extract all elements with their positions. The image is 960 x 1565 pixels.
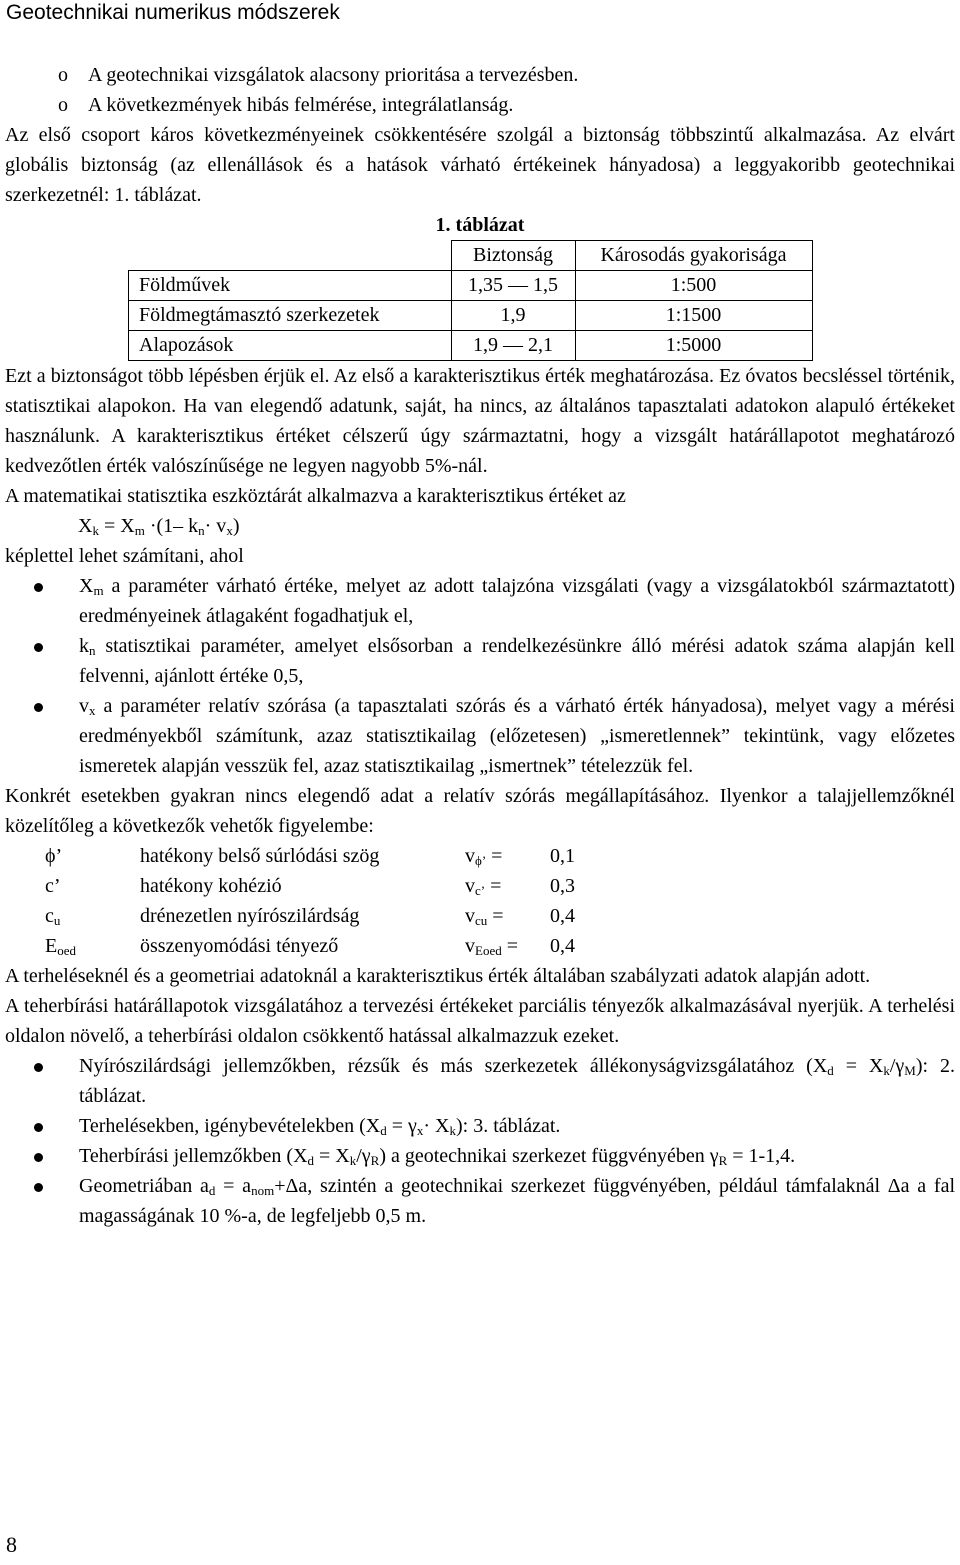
table-caption: 1. táblázat bbox=[435, 214, 525, 236]
paragraph: A terheléseknél és a geometriai adatoknál a karakterisztikus érték általában szabályzati adatok alapján adott. bbox=[5, 965, 871, 987]
list-item: Nyírószilárdsági jellemzőkben, rézsűk és más szerkezetek állékonyságvizsgálatához $(X_d = X_k/\gamma_M)$: 2. táblázat. bbox=[79, 1051, 955, 1111]
table-cell: Földművek bbox=[129, 271, 452, 301]
table-cell: $v_{Eoed}$ = bbox=[465, 935, 518, 958]
table-cell: c’ bbox=[45, 875, 61, 897]
bullet-icon bbox=[34, 1153, 43, 1162]
table-cell: drénezetlen nyírószilárdság bbox=[140, 905, 360, 927]
paragraph: Konkrét esetekben gyakran nincs elegendő adat a relatív szórás megállapításához. Ilyenkor a talajjellemzőknél közelítőleg a következők vehetők figyelembe: bbox=[5, 785, 955, 837]
paragraph: Az első csoport káros következményeinek csökkentésére szolgál a biztonság többszintű alkalmazása. Az elvárt globális biztonság (az ellenállások és a hatások várható értékeinek hányadosa) a leggyakoribb geotechnikai szerkezetnél: 1. táblázat. bbox=[5, 124, 955, 206]
table-cell: hatékony kohézió bbox=[140, 875, 282, 897]
paragraph: képlettel lehet számítani, ahol bbox=[5, 545, 244, 567]
list-item: Terhelésekben, igénybevételekben $(X_d = \gamma_x\cdot X_k)$: 3. táblázat. bbox=[79, 1111, 955, 1141]
bullet-icon bbox=[34, 583, 43, 592]
page-content bbox=[5, 60, 955, 1231]
table-cell: $v_{cu}$ = bbox=[465, 905, 504, 928]
paragraph: A teherbírási határállapotok vizsgálatához a tervezési értékeket parciális tényezők alkalmazásával nyerjük. A terhelési oldalon növelő, a teherbírási oldalon csökkentő hatással alkalmazzuk ezeket. bbox=[5, 995, 955, 1047]
table-cell: $c_u$ bbox=[45, 905, 61, 928]
table-cell: 0,1 bbox=[550, 845, 575, 867]
table-cell: 1,35 — 1,5 bbox=[451, 271, 575, 301]
table-cell: összenyomódási tényező bbox=[140, 935, 339, 957]
list-item: Geometriában $a_d = a_{nom}+\Delta a$, szintén a geotechnikai szerkezet függvényében, például támfalaknál Δa a fal magasságának 10 %-a, de legfeljebb 0,5 m. bbox=[79, 1171, 955, 1231]
table-cell: 1,9 bbox=[451, 301, 575, 331]
table-cell: 1:1500 bbox=[575, 301, 812, 331]
intro-list bbox=[58, 60, 955, 120]
list-item: o A következmények hibás felmérése, integrálatlanság. bbox=[88, 90, 955, 120]
table-header-cell: Károsodás gyakorisága bbox=[575, 241, 812, 271]
list-item: $k_n$ statisztikai paraméter, amelyet elsősorban a rendelkezésünkre álló mérési adatok száma alapján kell felvenni, ajánlott értéke 0,5, bbox=[79, 631, 955, 691]
table-header-row bbox=[129, 241, 813, 271]
bullet-icon bbox=[34, 1123, 43, 1132]
circle-bullet-icon: o bbox=[58, 94, 68, 116]
safety-table bbox=[128, 240, 813, 361]
table-row bbox=[45, 871, 575, 901]
running-header: Geotechnikai numerikus módszerek bbox=[6, 1, 340, 24]
table-row bbox=[45, 901, 575, 931]
table-cell: 0,4 bbox=[550, 905, 575, 927]
characteristic-value-formula: $X_k = X_m \cdot(1-$ $k_n\cdot v_x$) bbox=[78, 515, 240, 538]
table-cell: $v_{\phi’}$ = bbox=[465, 845, 503, 868]
paragraph: A matematikai statisztika eszköztárát alkalmazva a karakterisztikus értéket az bbox=[5, 485, 626, 507]
bullet-icon bbox=[34, 1183, 43, 1192]
list-item: $v_x$ a paraméter relatív szórása (a tapasztalati szórás és a várható érték hányadosa), melyet vagy a mérési eredményekből számítunk, azaz statisztikailag (előzetesen) „ismeretlennek” tekintünk, vagy előzetes ismeretek alapján vesszük fel, azaz statisztikailag „ismertnek” tételezzük fel. bbox=[79, 691, 955, 781]
table-cell: $E_{oed}$ bbox=[45, 935, 76, 958]
table-row bbox=[129, 301, 813, 331]
list-item: o A geotechnikai vizsgálatok alacsony prioritása a tervezésben. bbox=[88, 60, 955, 90]
table-cell: $v_{c’}$ = bbox=[465, 875, 502, 898]
table-header-cell: Biztonság bbox=[451, 241, 575, 271]
list-item: $X_m$ a paraméter várható értéke, melyet az adott talajzóna vizsgálati (vagy a vizsgálatokból származtatott) eredményeinek átlagaként fogadhatjuk el, bbox=[79, 571, 955, 631]
bullet-icon bbox=[34, 703, 43, 712]
bullet-icon bbox=[34, 1063, 43, 1072]
page-number: 8 bbox=[6, 1532, 17, 1557]
table-cell: 1,9 — 2,1 bbox=[451, 331, 575, 361]
table-cell: Földmegtámasztó szerkezetek bbox=[129, 301, 452, 331]
list-item: Teherbírási jellemzőkben $(X_d = X_k/\gamma_R)$ a geotechnikai szerkezet függvényében $\gamma_R = 1-1,4$. bbox=[79, 1141, 955, 1171]
table-cell: Alapozások bbox=[129, 331, 452, 361]
table-cell: 0,3 bbox=[550, 875, 575, 897]
soil-parameter-table bbox=[45, 841, 575, 961]
table-cell: 0,4 bbox=[550, 935, 575, 957]
table-row bbox=[45, 841, 575, 871]
table-cell: ϕ’ bbox=[45, 845, 63, 867]
partial-factor-list bbox=[5, 1051, 955, 1231]
bullet-icon bbox=[34, 643, 43, 652]
table-cell: 1:500 bbox=[575, 271, 812, 301]
paragraph: Ezt a biztonságot több lépésben érjük el. Az első a karakterisztikus érték meghatározása. Ez óvatos becsléssel történik, statisztikai alapokon. Ha van elegendő adatunk, saját, ha nincs, az általános tapasztalati adatokon alapuló értékeket használunk. A karakterisztikus értéket célszerű úgy származtatni, hogy a vizsgált határállapotot meghatározó kedvezőtlen érték valószínűsége ne legyen nagyobb 5%-nál. bbox=[5, 365, 955, 477]
circle-bullet-icon: o bbox=[58, 64, 68, 86]
variable-definitions-list bbox=[5, 571, 955, 781]
table-cell: 1:5000 bbox=[575, 331, 812, 361]
table-cell: hatékony belső súrlódási szög bbox=[140, 845, 380, 867]
table-row bbox=[45, 931, 575, 961]
table-row bbox=[129, 271, 813, 301]
table-row bbox=[129, 331, 813, 361]
